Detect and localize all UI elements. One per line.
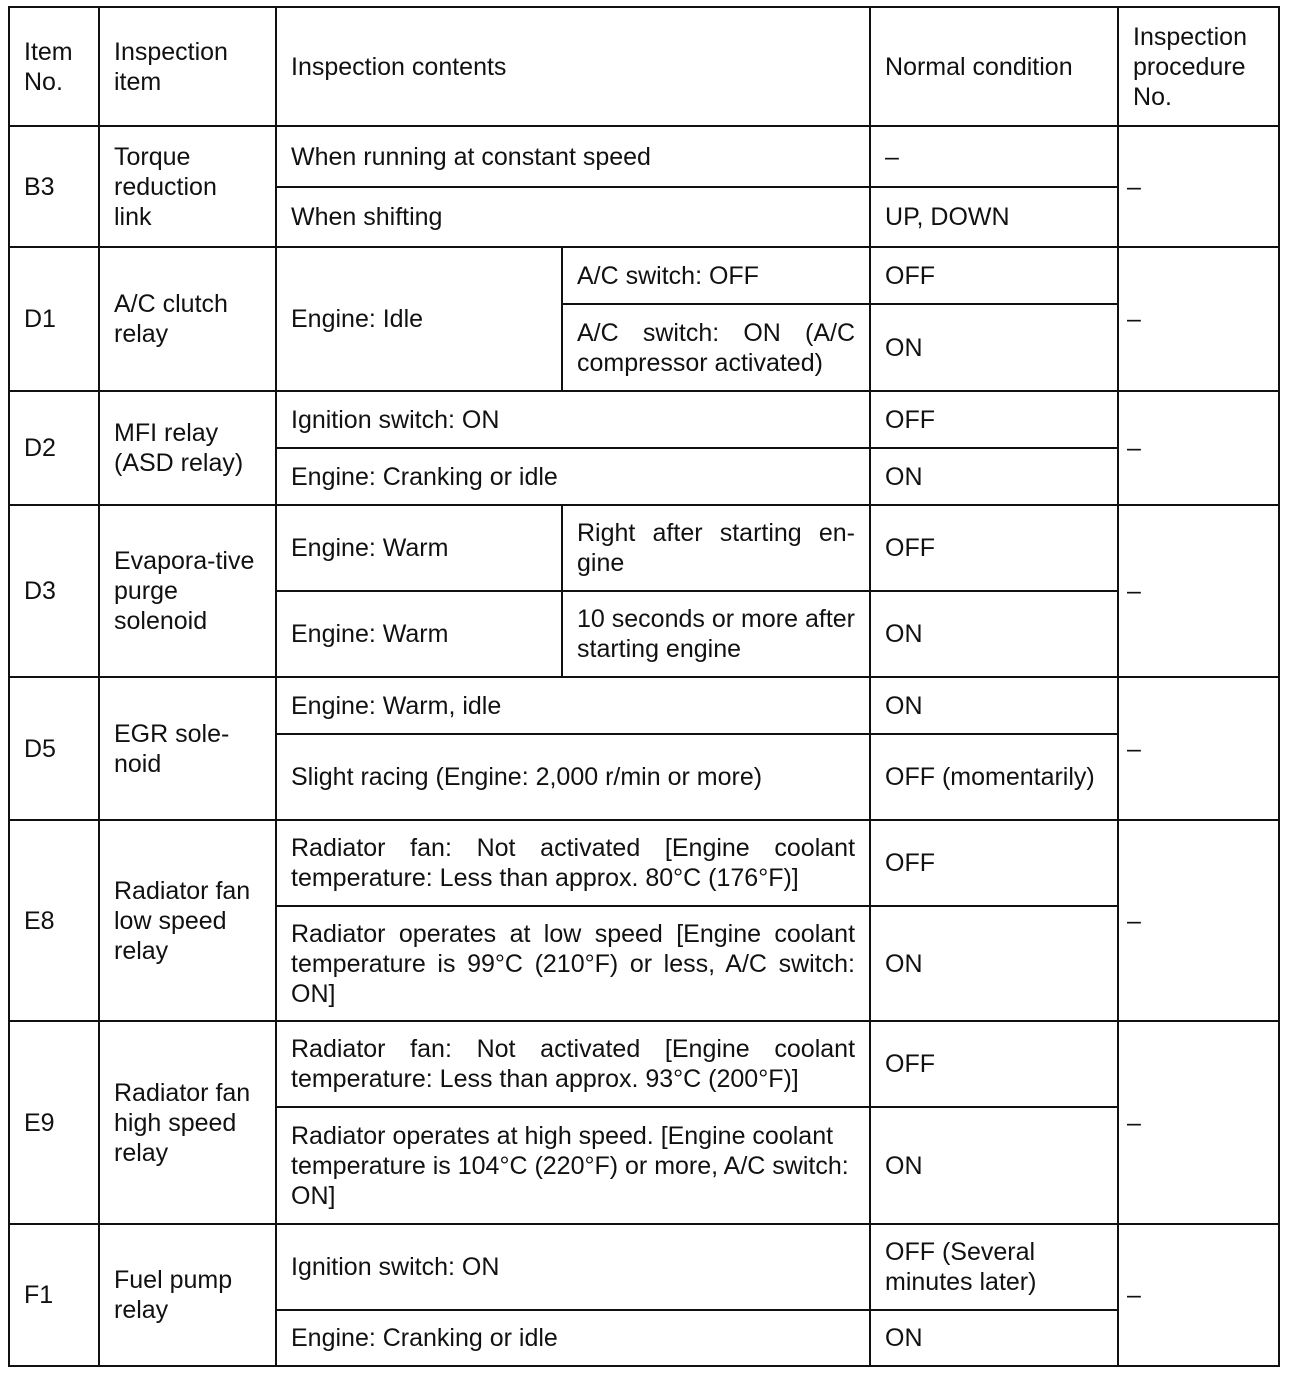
- header-procedure-no: Inspection procedure No.: [1118, 7, 1279, 126]
- item-no-cell: D5: [9, 677, 99, 820]
- normal-condition-cell: ON: [870, 591, 1118, 677]
- table-row: [9, 1021, 1279, 1107]
- table-row: [9, 391, 1279, 448]
- header-normal-condition: Normal condition: [870, 7, 1118, 126]
- table-row: [9, 1224, 1279, 1310]
- normal-condition-cell: UP, DOWN: [870, 187, 1118, 247]
- item-no-cell: D1: [9, 247, 99, 391]
- header-row: [9, 7, 1279, 126]
- normal-condition-cell: ON: [870, 448, 1118, 505]
- sub-condition-cell: A/C switch: OFF: [562, 247, 870, 304]
- item-no-cell: B3: [9, 126, 99, 247]
- inspection-contents-cell: Engine: Cranking or idle: [276, 448, 870, 505]
- inspection-item-cell: EGR sole-noid: [99, 677, 276, 820]
- normal-condition-cell: ON: [870, 677, 1118, 734]
- engine-state-cell: Engine: Warm: [276, 591, 562, 677]
- normal-condition-cell: OFF: [870, 1021, 1118, 1107]
- table-row: [9, 820, 1279, 906]
- normal-condition-cell: OFF: [870, 505, 1118, 591]
- procedure-no-cell: –: [1118, 1021, 1279, 1224]
- inspection-item-cell: Evapora-tive purge solenoid: [99, 505, 276, 677]
- normal-condition-cell: OFF: [870, 820, 1118, 906]
- item-no-cell: F1: [9, 1224, 99, 1366]
- procedure-no-cell: –: [1118, 505, 1279, 677]
- procedure-no-cell: –: [1118, 247, 1279, 391]
- inspection-item-cell: MFI relay (ASD relay): [99, 391, 276, 505]
- inspection-table: [8, 6, 1280, 1367]
- procedure-no-cell: –: [1118, 126, 1279, 247]
- table-row: [9, 677, 1279, 734]
- inspection-contents-cell: When running at constant speed: [276, 126, 870, 187]
- procedure-no-cell: –: [1118, 1224, 1279, 1366]
- item-no-cell: E8: [9, 820, 99, 1021]
- inspection-contents-cell: Radiator fan: Not activated [Engine coolant temperature: Less than approx. 80°C (176°F)]: [276, 820, 870, 906]
- inspection-item-cell: A/C clutch relay: [99, 247, 276, 391]
- inspection-contents-cell: Radiator fan: Not activated [Engine coolant temperature: Less than approx. 93°C (200°F)]: [276, 1021, 870, 1107]
- inspection-contents-cell: Engine: Cranking or idle: [276, 1310, 870, 1366]
- normal-condition-cell: OFF: [870, 391, 1118, 448]
- inspection-item-cell: Torque reduction link: [99, 126, 276, 247]
- table-row: [9, 247, 1279, 304]
- normal-condition-cell: –: [870, 126, 1118, 187]
- normal-condition-cell: OFF: [870, 247, 1118, 304]
- header-inspection-item: Inspection item: [99, 7, 276, 126]
- engine-state-cell: Engine: Idle: [276, 247, 562, 391]
- procedure-no-cell: –: [1118, 391, 1279, 505]
- procedure-no-cell: –: [1118, 820, 1279, 1021]
- normal-condition-cell: OFF (Several minutes later): [870, 1224, 1118, 1310]
- inspection-item-cell: Radiator fan low speed relay: [99, 820, 276, 1021]
- header-item-no: Item No.: [9, 7, 99, 126]
- normal-condition-cell: ON: [870, 1310, 1118, 1366]
- item-no-cell: D3: [9, 505, 99, 677]
- engine-state-cell: Engine: Warm: [276, 505, 562, 591]
- inspection-contents-cell: Engine: Warm, idle: [276, 677, 870, 734]
- inspection-item-cell: Fuel pump relay: [99, 1224, 276, 1366]
- sub-condition-cell: A/C switch: ON (A/C compressor activated): [562, 304, 870, 391]
- inspection-contents-cell: Slight racing (Engine: 2,000 r/min or more): [276, 734, 870, 820]
- normal-condition-cell: ON: [870, 1107, 1118, 1224]
- procedure-no-cell: –: [1118, 677, 1279, 820]
- table-row: [9, 126, 1279, 187]
- inspection-contents-cell: Ignition switch: ON: [276, 391, 870, 448]
- normal-condition-cell: ON: [870, 304, 1118, 391]
- header-inspection-contents: Inspection contents: [276, 7, 870, 126]
- inspection-item-cell: Radiator fan high speed relay: [99, 1021, 276, 1224]
- inspection-contents-cell: Radiator operates at low speed [Engine coolant temperature is 99°C (210°F) or less, A/C switch: ON]: [276, 906, 870, 1021]
- item-no-cell: E9: [9, 1021, 99, 1224]
- inspection-contents-cell: Radiator operates at high speed. [Engine coolant temperature is 104°C (220°F) or more, A/C switch: ON]: [276, 1107, 870, 1224]
- normal-condition-cell: ON: [870, 906, 1118, 1021]
- item-no-cell: D2: [9, 391, 99, 505]
- sub-condition-cell: 10 seconds or more after starting engine: [562, 591, 870, 677]
- table-row: [9, 505, 1279, 591]
- inspection-contents-cell: When shifting: [276, 187, 870, 247]
- normal-condition-cell: OFF (momentarily): [870, 734, 1118, 820]
- sub-condition-cell: Right after starting en-gine: [562, 505, 870, 591]
- inspection-contents-cell: Ignition switch: ON: [276, 1224, 870, 1310]
